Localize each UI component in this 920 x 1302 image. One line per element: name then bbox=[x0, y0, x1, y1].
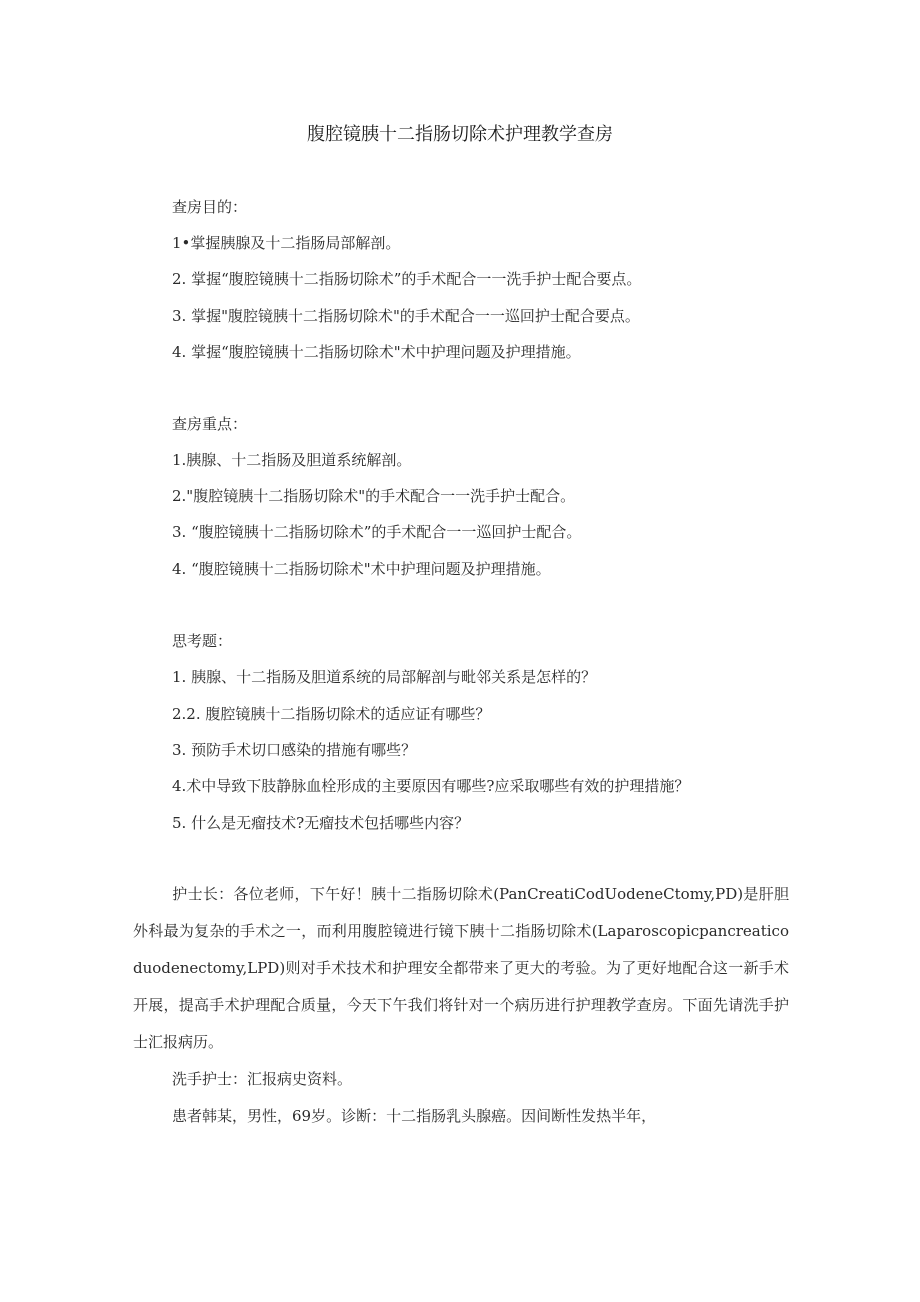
key-point-item: 3. “腹腔镜胰十二指肠切除术”的手术配合一一巡回护士配合。 bbox=[172, 523, 582, 541]
objective-item: 4. 掌握“腹腔镜胰十二指肠切除术"术中护理问题及护理措施。 bbox=[172, 343, 581, 361]
report-paragraph bbox=[133, 1061, 789, 1098]
intro-paragraph bbox=[133, 876, 789, 1061]
key-points-heading: 查房重点： bbox=[172, 415, 248, 433]
question-item: 3. 预防手术切口感染的措施有哪些？ bbox=[172, 741, 417, 759]
intro-paragraph-text: 护士长：各位老师，下午好！胰十二指肠切除术(PanCreatiCodUodeneCtomy,PD)是肝胆外科最为复杂的手术之一，而利用腹腔镜进行镜下胰十二指肠切除术(Laparoscopicpancreaticoduodenectomy,LPD)则对手术技术和护理安全都带来了更大的考验。为了更好地配合这一新手术开展，提高手术护理配合质量，今天下午我们将针对一个病历进行护理教学查房。下面先请洗手护士汇报病历。 bbox=[133, 885, 789, 1051]
report-paragraph-text: 洗手护士：汇报病史资料。 bbox=[172, 1070, 353, 1088]
key-point-item: 2."腹腔镜胰十二指肠切除术"的手术配合一一洗手护士配合。 bbox=[172, 487, 576, 505]
objective-item: 3. 掌握"腹腔镜胰十二指肠切除术"的手术配合一一巡回护士配合要点。 bbox=[172, 307, 640, 325]
questions-heading: 思考题： bbox=[172, 632, 233, 650]
key-point-item: 1.胰腺、十二指肠及胆道系统解剖。 bbox=[172, 451, 412, 469]
question-item: 2.2. 腹腔镜胰十二指肠切除术的适应证有哪些？ bbox=[172, 705, 491, 723]
objectives-heading: 查房目的： bbox=[172, 198, 248, 216]
case-paragraph bbox=[133, 1098, 789, 1135]
question-item: 1. 胰腺、十二指肠及胆道系统的局部解剖与毗邻关系是怎样的？ bbox=[172, 668, 597, 686]
question-item: 4.术中导致下肢静脉血栓形成的主要原因有哪些?应采取哪些有效的护理措施？ bbox=[172, 777, 690, 795]
case-paragraph-text: 患者韩某，男性，69岁。诊断：十二指肠乳头腺癌。因间断性发热半年， bbox=[172, 1107, 657, 1125]
key-point-item: 4. “腹腔镜胰十二指肠切除术"术中护理问题及护理措施。 bbox=[172, 560, 551, 578]
document-title: 腹腔镜胰十二指肠切除术护理教学查房 bbox=[307, 124, 613, 145]
objective-item: 2. 掌握“腹腔镜胰十二指肠切除术”的手术配合一一洗手护士配合要点。 bbox=[172, 270, 642, 288]
objective-item: 1•掌握胰腺及十二指肠局部解剖。 bbox=[172, 234, 401, 252]
question-item: 5. 什么是无瘤技术?无瘤技术包括哪些内容？ bbox=[172, 814, 470, 832]
